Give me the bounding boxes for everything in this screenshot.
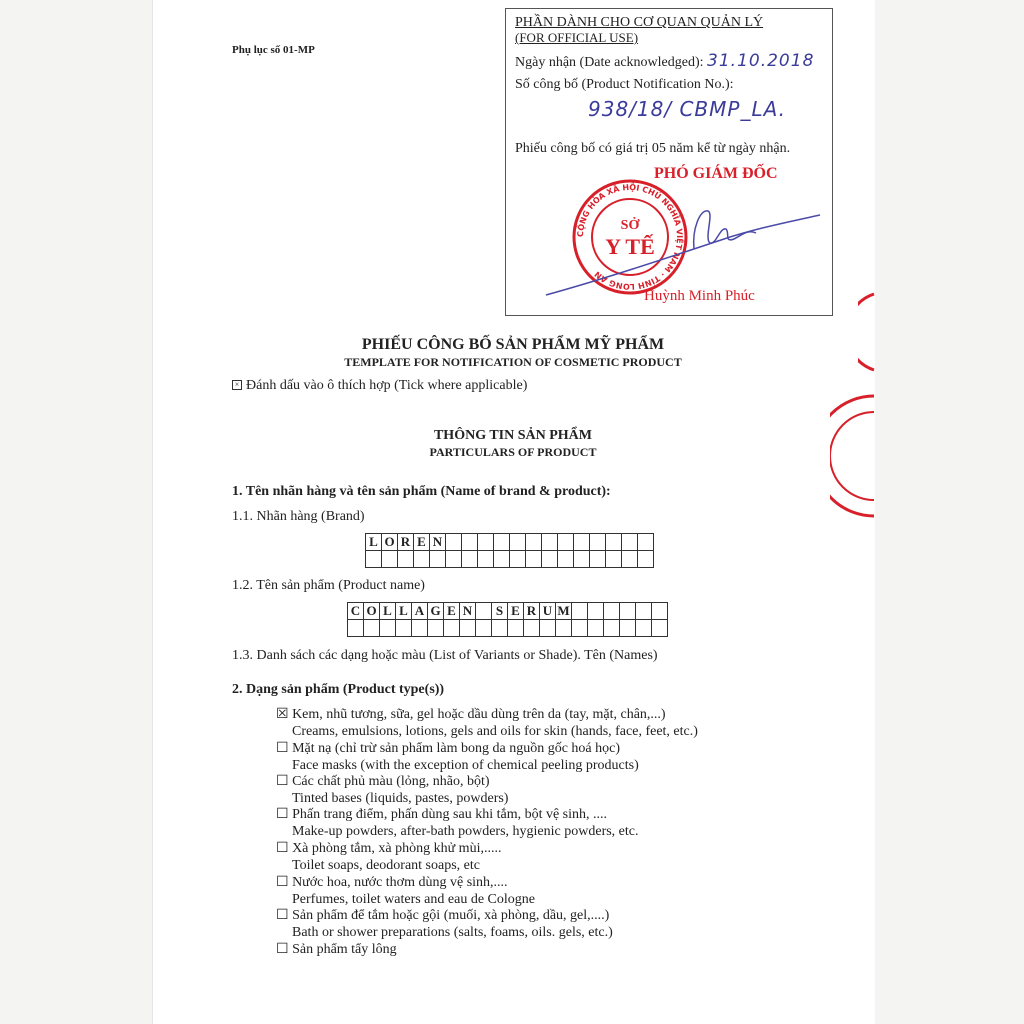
empty-cell	[620, 620, 636, 637]
empty-cell	[606, 551, 622, 568]
empty-cell	[558, 551, 574, 568]
empty-cell	[444, 620, 460, 637]
seal-org-text: SỞ	[620, 218, 640, 233]
letter-cell	[476, 603, 492, 620]
letter-cell	[620, 603, 636, 620]
letter-cell: N	[430, 534, 446, 551]
product-type-vi: Xà phòng tắm, xà phòng khử mùi,.....	[292, 841, 502, 856]
letter-cell: A	[412, 603, 428, 620]
product-type-checkbox[interactable]: ☐	[276, 942, 293, 957]
variants-label: 1.3. Danh sách các dạng hoặc màu (List of Variants or Shade). Tên (Names)	[232, 648, 658, 663]
signer-name: Huỳnh Minh Phúc	[644, 288, 755, 304]
letter-cell	[478, 534, 494, 551]
empty-cell	[540, 620, 556, 637]
product-type-checkbox[interactable]: ☐	[276, 841, 293, 856]
empty-cell	[428, 620, 444, 637]
product-type-vi: Mặt nạ (chỉ trừ sản phẩm làm bong da nguồn gốc hoá học)	[292, 741, 621, 756]
letter-cell: E	[444, 603, 460, 620]
product-type-item	[276, 706, 698, 740]
product-letter-grid	[347, 602, 668, 637]
letter-cell	[622, 534, 638, 551]
product-type-en: Perfumes, toilet waters and eau de Cologne	[292, 892, 535, 907]
product-type-vi: Phấn trang điểm, phấn dùng sau khi tắm, bột vệ sinh, ....	[292, 807, 608, 822]
empty-cell	[366, 551, 382, 568]
product-type-vi: Kem, nhũ tương, sữa, gel hoặc dầu dùng trên da (tay, mặt, chân,...)	[292, 707, 666, 722]
form-title-en: TEMPLATE FOR NOTIFICATION OF COSMETIC PRODUCT	[344, 355, 682, 369]
product-type-item	[276, 773, 508, 807]
date-value: 31.10.2018	[707, 51, 815, 71]
product-type-en: Creams, emulsions, lotions, gels and oils for skin (hands, face, feet, etc.)	[292, 724, 698, 739]
empty-cell	[364, 620, 380, 637]
empty-cell	[380, 620, 396, 637]
product-type-vi: Sản phẩm tẩy lông	[292, 942, 397, 957]
product-type-item	[276, 806, 639, 840]
letter-cell: M	[557, 603, 570, 618]
letter-cell: U	[540, 603, 556, 620]
empty-cell	[446, 551, 462, 568]
empty-cell	[476, 620, 492, 637]
letter-cell	[604, 603, 620, 620]
letter-cell: C	[348, 603, 364, 620]
letter-cell: E	[508, 603, 524, 620]
product-type-checkbox[interactable]: ☐	[276, 807, 293, 822]
product-type-checkbox[interactable]: ☐	[276, 875, 293, 890]
letter-cell	[510, 534, 526, 551]
letter-cell	[558, 534, 574, 551]
notification-label: Số công bố (Product Notification No.):	[515, 77, 734, 92]
section1-heading: 1. Tên nhãn hàng và tên sản phẩm (Name of brand & product):	[232, 484, 611, 499]
empty-cell	[414, 551, 430, 568]
empty-cell	[652, 620, 668, 637]
letter-cell: L	[380, 603, 396, 620]
empty-cell	[430, 551, 446, 568]
product-type-en: Tinted bases (liquids, pastes, powders)	[292, 791, 509, 806]
empty-cell	[638, 551, 654, 568]
product-type-vi: Các chất phủ màu (lỏng, nhão, bột)	[292, 774, 490, 789]
empty-cell	[460, 620, 476, 637]
empty-cell	[542, 551, 558, 568]
letter-cell	[574, 534, 590, 551]
product-type-en: Bath or shower preparations (salts, foams, oils. gels, etc.)	[292, 925, 613, 940]
empty-cell	[398, 551, 414, 568]
letter-cell	[590, 534, 606, 551]
empty-cell	[412, 620, 428, 637]
letter-cell	[526, 534, 542, 551]
empty-cell	[574, 551, 590, 568]
notification-value: 938/18/ CBMP_LA.	[588, 97, 787, 121]
product-type-checkbox[interactable]: ☐	[276, 774, 293, 789]
empty-cell	[494, 551, 510, 568]
empty-cell	[462, 551, 478, 568]
signature-icon	[544, 199, 824, 299]
letter-cell	[542, 534, 558, 551]
tick-checkbox-icon: ×	[232, 380, 242, 390]
empty-cell	[556, 620, 572, 637]
letter-cell: R	[398, 534, 414, 551]
letter-cell: R	[524, 603, 540, 620]
empty-cell	[510, 551, 526, 568]
letter-cell	[446, 534, 462, 551]
empty-cell	[622, 551, 638, 568]
product-type-checkbox[interactable]: ☐	[276, 908, 293, 923]
product-type-checkbox[interactable]: ☐	[276, 741, 293, 756]
position-title: PHÓ GIÁM ĐỐC	[654, 165, 778, 182]
product-type-en: Face masks (with the exception of chemical peeling products)	[292, 758, 639, 773]
empty-cell	[348, 620, 364, 637]
letter-cell	[638, 534, 654, 551]
letter-cell	[572, 603, 588, 620]
section-title: THÔNG TIN SẢN PHẨM	[433, 428, 593, 443]
letter-cell	[494, 534, 510, 551]
product-type-vi: Nước hoa, nước thơm dùng vệ sinh,....	[292, 875, 508, 890]
empty-cell	[572, 620, 588, 637]
empty-cell	[382, 551, 398, 568]
product-type-en: Make-up powders, after-bath powders, hygienic powders, etc.	[292, 824, 639, 839]
letter-cell	[606, 534, 622, 551]
validity-note: Phiếu công bố có giá trị 05 năm kể từ ngày nhận.	[515, 141, 791, 156]
letter-cell: G	[428, 603, 444, 620]
product-type-en: Toilet soaps, deodorant soaps, etc	[292, 858, 480, 873]
empty-cell	[508, 620, 524, 637]
product-type-item	[276, 907, 613, 941]
form-title: PHIẾU CÔNG BỐ SẢN PHẨM MỸ PHẨM	[361, 336, 665, 353]
letter-cell: S	[492, 603, 508, 620]
product-label: 1.2. Tên sản phẩm (Product name)	[232, 578, 425, 593]
official-heading: PHẦN DÀNH CHO CƠ QUAN QUẢN LÝ	[515, 15, 764, 30]
letter-cell: N	[460, 603, 476, 620]
brand-letter-grid	[365, 533, 654, 568]
brand-label: 1.1. Nhãn hàng (Brand)	[232, 509, 365, 524]
product-type-item	[276, 941, 397, 958]
empty-cell	[526, 551, 542, 568]
letter-cell: L	[366, 534, 382, 551]
date-label: Ngày nhận (Date acknowledged):	[515, 55, 704, 70]
official-heading-en: (FOR OFFICIAL USE)	[515, 30, 639, 45]
product-type-item	[276, 840, 501, 874]
letter-cell	[462, 534, 478, 551]
seal-ring-text: CỘNG HÒA XÃ HỘI CHỦ NGHĨA VIỆT NAM · TỈNH LONG AN	[575, 182, 685, 292]
section2-heading: 2. Dạng sản phẩm (Product type(s))	[232, 682, 445, 697]
tick-note	[232, 378, 527, 394]
product-type-item	[276, 740, 639, 774]
empty-cell	[636, 620, 652, 637]
product-type-checkbox[interactable]: ☒	[276, 707, 293, 722]
empty-cell	[396, 620, 412, 637]
seal-main-text: Y TẾ	[605, 234, 655, 259]
letter-cell	[636, 603, 652, 620]
letter-cell: E	[414, 534, 430, 551]
appendix-label: Phụ lục số 01-MP	[232, 44, 315, 56]
letter-cell: O	[382, 534, 398, 551]
product-type-vi: Sản phẩm để tắm hoặc gội (muối, xà phòng, dầu, gel,....)	[292, 908, 610, 923]
empty-cell	[590, 551, 606, 568]
section-title-en: PARTICULARS OF PRODUCT	[429, 445, 597, 459]
empty-cell	[604, 620, 620, 637]
letter-cell	[652, 603, 668, 620]
letter-cell: O	[364, 603, 380, 620]
letter-cell	[588, 603, 604, 620]
empty-cell	[524, 620, 540, 637]
official-use-box	[505, 8, 833, 316]
empty-cell	[492, 620, 508, 637]
product-type-item	[276, 874, 535, 908]
empty-cell	[478, 551, 494, 568]
tick-note-text: Đánh dấu vào ô thích hợp (Tick where applicable)	[246, 378, 528, 393]
empty-cell	[588, 620, 604, 637]
date-acknowledged-row	[515, 51, 814, 71]
letter-cell: L	[396, 603, 412, 620]
